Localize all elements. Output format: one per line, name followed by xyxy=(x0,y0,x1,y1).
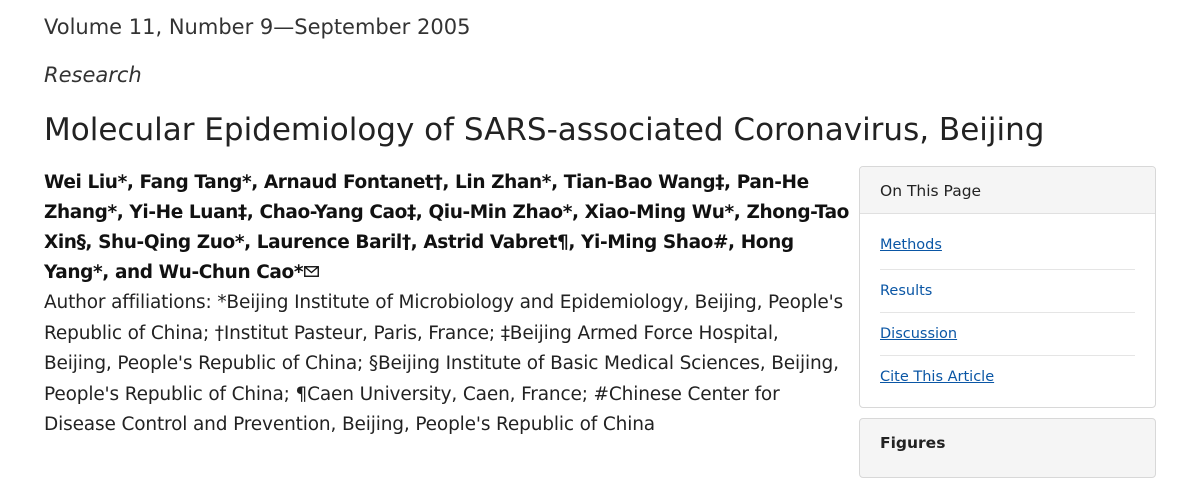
issue-volume-line: Volume 11, Number 9—September 2005 xyxy=(44,15,471,39)
on-this-page-heading: On This Page xyxy=(860,167,1155,214)
author-affiliations: Author affiliations: *Beijing Institute of Microbiology and Epidemiology, Beijing, People's Republic of China; †Institut Pasteur, Paris, France; ‡Beijing Armed Force Hospital, Beijing, People's Republic of China; §Beijing Institute of Basic Medical Sciences, Beijing, People's Republic of China; ¶Caen University, Caen, France; #Chinese Center for Disease Control and Prevention, Beijing, People's Republic of China xyxy=(44,292,844,435)
article-title: Molecular Epidemiology of SARS-associated Coronavirus, Beijing xyxy=(44,112,1045,148)
mail-icon[interactable] xyxy=(304,266,319,277)
author-list xyxy=(44,168,854,288)
list-item xyxy=(880,270,1135,313)
author-names: Wei Liu*, Fang Tang*, Arnaud Fontanet†, Lin Zhan*, Tian-Bao Wang‡, Pan-He Zhang*, Yi-He Luan‡, Chao-Yang Cao‡, Qiu-Min Zhao*, Xiao-Ming Wu*, Zhong-Tao Xin§, Shu-Qing Zuo*, Laurence Baril†, Astrid Vabret¶, Yi-Ming Shao#, Hong Yang*, and Wu-Chun Cao* xyxy=(44,172,849,283)
article-type-label: Research xyxy=(44,63,142,87)
list-item xyxy=(880,356,1135,399)
list-item xyxy=(880,313,1135,356)
results-link[interactable]: Results xyxy=(880,283,933,299)
discussion-link[interactable]: Discussion xyxy=(880,326,958,342)
cite-this-article-link[interactable]: Cite This Article xyxy=(880,369,995,385)
figures-panel-heading[interactable]: Figures xyxy=(859,418,1156,478)
on-this-page-links xyxy=(860,214,1155,399)
list-item xyxy=(880,214,1135,270)
methods-link[interactable]: Methods xyxy=(880,237,942,253)
on-this-page-panel xyxy=(859,166,1156,408)
